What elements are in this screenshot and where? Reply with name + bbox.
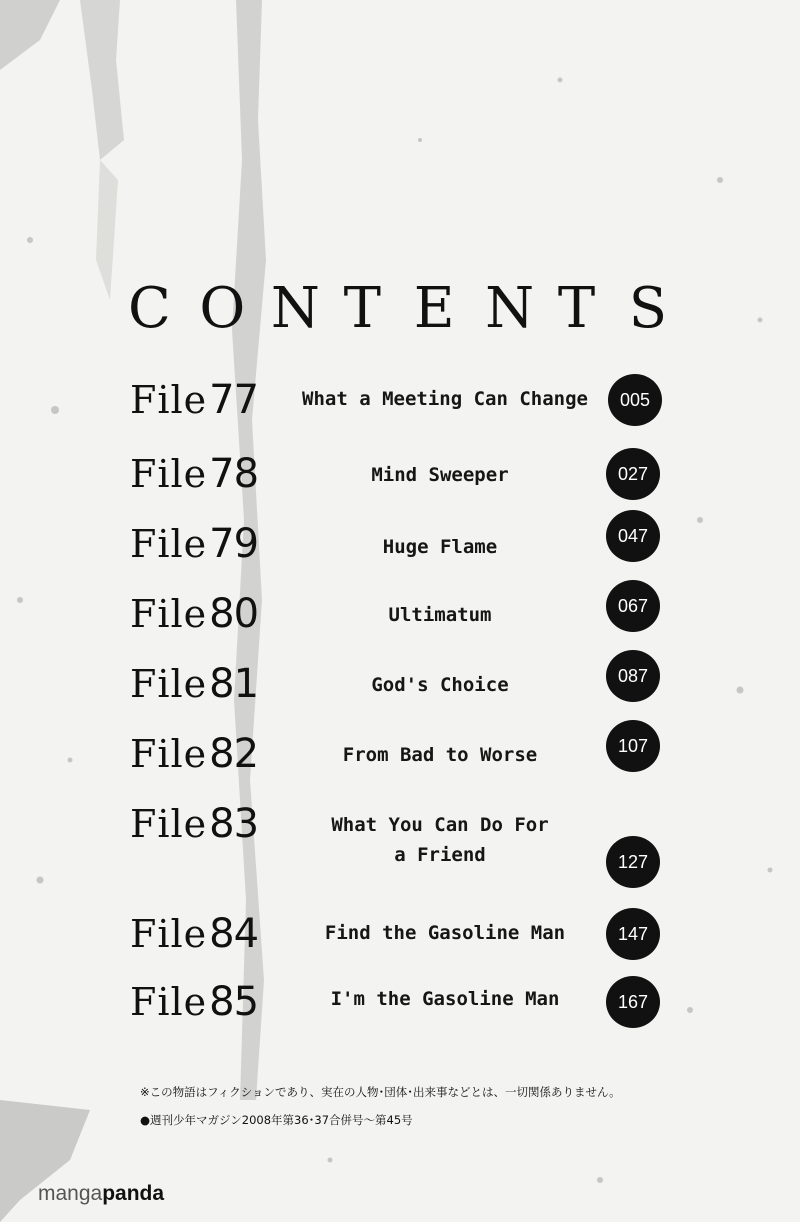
file-word: File [130,522,208,566]
heading-letter: T [557,276,596,342]
file-label [130,980,258,1024]
file-number: 81 [209,661,259,707]
page-number-badge: 087 [606,650,660,702]
file-word: File [130,662,208,706]
file-label [130,912,258,956]
toc-entry-83[interactable] [130,802,670,902]
toc-entry-84[interactable] [130,912,670,972]
fiction-disclaimer: ※この物語はフィクションであり、実在の人物･団体･出来事などとは、一切関係ありません。 [140,1085,621,1099]
toc-entry-81[interactable] [130,662,670,722]
chapter-title: God's Choice [371,674,509,696]
file-label [130,732,258,776]
file-word: File [130,802,208,846]
file-label [130,452,258,496]
file-number: 80 [209,591,259,637]
watermark-prefix: manga [38,1182,103,1205]
file-number: 83 [209,801,259,847]
file-label [130,592,258,636]
page-number-badge: 067 [606,580,660,632]
page-number-badge: 005 [608,374,662,426]
chapter-title: What a Meeting Can Change [302,388,588,410]
heading-letter: C [128,276,171,342]
file-word: File [130,732,208,776]
heading-letter: S [628,276,668,342]
heading-letter: E [413,276,455,342]
file-number: 77 [209,377,259,423]
toc-entry-77[interactable] [130,378,670,438]
file-number: 84 [209,911,259,957]
file-word: File [130,378,208,422]
chapter-title: What You Can Do For a Friend [331,814,549,866]
heading-letter: T [343,276,381,342]
toc-entry-82[interactable] [130,732,670,792]
page-number-badge: 047 [606,510,660,562]
page-number-badge: 107 [606,720,660,772]
page-number-badge: 147 [606,908,660,960]
file-number: 82 [209,731,259,777]
chapter-title: Huge Flame [382,536,498,558]
heading-letter: N [270,276,320,342]
chapter-title: Mind Sweeper [371,464,509,486]
page-number-badge: 167 [606,976,660,1028]
page-number-badge: 027 [606,448,660,500]
file-word: File [130,912,208,956]
chapter-title: Find the Gasoline Man [324,922,566,944]
toc-entry-78[interactable] [130,452,670,512]
chapter-title: From Bad to Worse [342,744,538,766]
heading-letter: O [199,276,246,342]
file-word: File [130,980,208,1024]
page-number-badge: 127 [606,836,660,888]
toc-entry-85[interactable] [130,980,670,1040]
watermark-suffix: panda [102,1182,165,1205]
heading-letter: N [485,276,535,342]
contents-heading [128,274,668,344]
serialization-note: ●週刊少年マガジン2008年第36･37合併号〜第45号 [140,1113,413,1127]
chapter-title: I'm the Gasoline Man [330,988,560,1010]
file-label [130,522,258,566]
file-word: File [130,592,208,636]
file-number: 79 [209,521,259,567]
toc-entry-80[interactable] [130,592,670,652]
file-label [130,378,258,422]
toc-entry-79[interactable] [130,522,670,582]
chapter-title: Ultimatum [388,604,492,626]
file-number: 85 [209,979,259,1025]
file-label [130,802,258,846]
site-watermark [38,1182,164,1206]
file-word: File [130,452,208,496]
file-label [130,662,258,706]
file-number: 78 [209,451,259,497]
